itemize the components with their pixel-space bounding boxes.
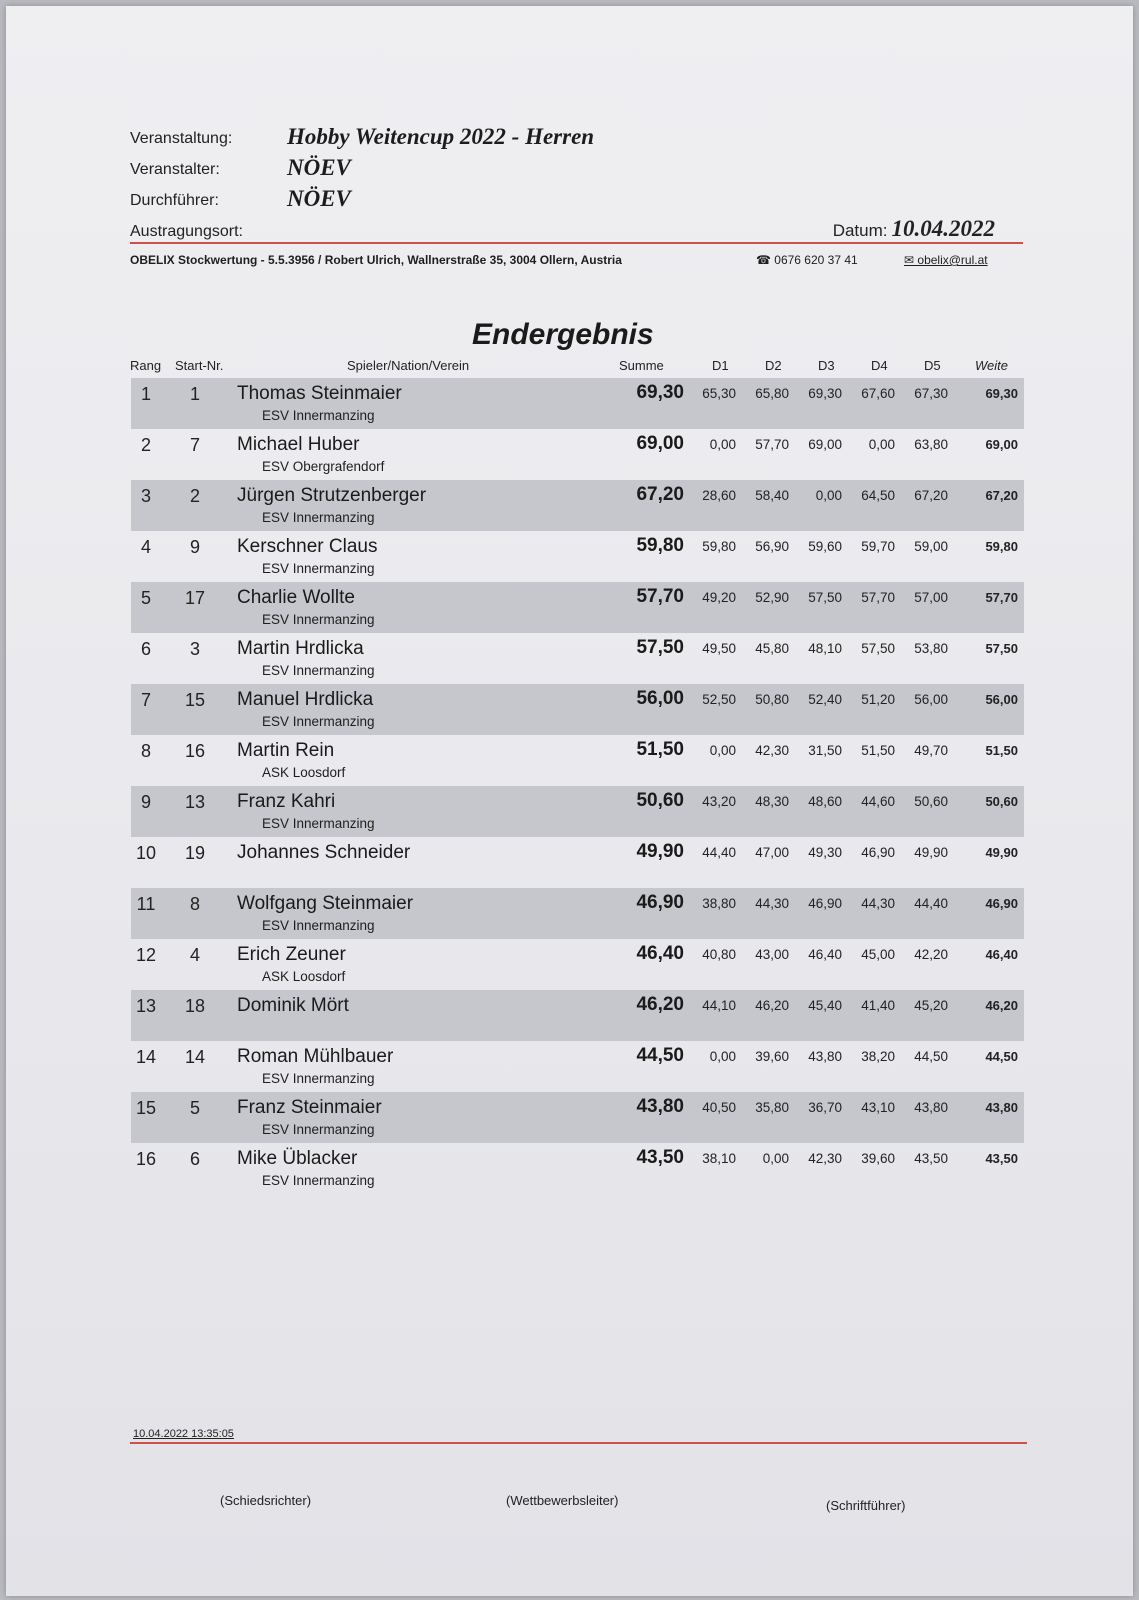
d4: 51,20 bbox=[861, 692, 895, 707]
weite: 69,00 bbox=[985, 437, 1018, 452]
d3: 36,70 bbox=[808, 1100, 842, 1115]
table-row bbox=[131, 531, 1024, 582]
player-name: Wolfgang Steinmaier bbox=[237, 893, 414, 914]
veranstaltung-value: Hobby Weitencup 2022 - Herren bbox=[287, 124, 595, 149]
page-title: Endergebnis bbox=[472, 318, 654, 351]
rang: 10 bbox=[135, 843, 157, 863]
col-d2: D2 bbox=[765, 358, 782, 373]
summe: 56,00 bbox=[636, 688, 684, 709]
d5: 67,30 bbox=[914, 386, 948, 401]
d4: 57,70 bbox=[861, 590, 895, 605]
club-name: ESV Innermanzing bbox=[262, 714, 375, 729]
d1: 49,20 bbox=[702, 590, 736, 605]
signature-wettbewerbsleiter: (Wettbewerbsleiter) bbox=[506, 1493, 619, 1508]
d4: 44,60 bbox=[861, 794, 895, 809]
d5: 56,00 bbox=[914, 692, 948, 707]
player-name: Michael Huber bbox=[237, 434, 360, 455]
d5: 53,80 bbox=[914, 641, 948, 656]
start-nr: 18 bbox=[184, 996, 206, 1016]
d5: 44,40 bbox=[914, 896, 948, 911]
player-name: Franz Steinmaier bbox=[237, 1097, 382, 1118]
start-nr: 7 bbox=[189, 435, 200, 455]
d4: 57,50 bbox=[861, 641, 895, 656]
footer-divider bbox=[130, 1442, 1027, 1444]
club-name: ESV Innermanzing bbox=[262, 918, 375, 933]
d4: 44,30 bbox=[861, 896, 895, 911]
summe: 67,20 bbox=[636, 484, 684, 505]
start-nr: 4 bbox=[189, 945, 200, 965]
veranstalter-value: NÖEV bbox=[287, 155, 351, 180]
table-row bbox=[131, 1143, 1024, 1194]
d1: 40,50 bbox=[702, 1100, 736, 1115]
player-name: Mike Üblacker bbox=[237, 1148, 358, 1169]
club-name: ASK Loosdorf bbox=[262, 969, 346, 984]
club-name: ESV Innermanzing bbox=[262, 612, 375, 627]
d5: 43,50 bbox=[914, 1151, 948, 1166]
rang: 2 bbox=[140, 435, 151, 455]
d2: 58,40 bbox=[755, 488, 789, 503]
table-row bbox=[131, 939, 1024, 990]
summe: 43,80 bbox=[636, 1096, 684, 1117]
summe: 50,60 bbox=[636, 790, 684, 811]
table-row bbox=[131, 378, 1024, 429]
player-name: Johannes Schneider bbox=[237, 842, 411, 863]
club-name: ESV Innermanzing bbox=[262, 1173, 375, 1188]
d2: 57,70 bbox=[755, 437, 789, 452]
start-nr: 19 bbox=[184, 843, 206, 863]
table-row bbox=[131, 582, 1024, 633]
rang: 15 bbox=[135, 1098, 157, 1118]
d4: 67,60 bbox=[861, 386, 895, 401]
d1: 0,00 bbox=[709, 1049, 736, 1064]
summe: 57,70 bbox=[636, 586, 684, 607]
weite: 57,70 bbox=[985, 590, 1018, 605]
player-name: Charlie Wollte bbox=[237, 587, 355, 608]
table-row bbox=[131, 735, 1024, 786]
d2: 52,90 bbox=[755, 590, 789, 605]
d4: 0,00 bbox=[868, 437, 895, 452]
weite: 46,90 bbox=[985, 896, 1018, 911]
rang: 5 bbox=[140, 588, 151, 608]
d4: 38,20 bbox=[861, 1049, 895, 1064]
weite: 43,50 bbox=[985, 1151, 1018, 1166]
d1: 38,10 bbox=[702, 1151, 736, 1166]
rang: 16 bbox=[135, 1149, 157, 1169]
start-nr: 5 bbox=[189, 1098, 200, 1118]
rang: 3 bbox=[140, 486, 151, 506]
d2: 48,30 bbox=[755, 794, 789, 809]
start-nr: 2 bbox=[189, 486, 200, 506]
d3: 48,10 bbox=[808, 641, 842, 656]
club-name: ESV Innermanzing bbox=[262, 510, 375, 525]
d1: 0,00 bbox=[709, 437, 736, 452]
col-d5: D5 bbox=[924, 358, 941, 373]
start-nr: 3 bbox=[189, 639, 200, 659]
d5: 57,00 bbox=[914, 590, 948, 605]
weite: 56,00 bbox=[985, 692, 1018, 707]
rang: 9 bbox=[140, 792, 151, 812]
summe: 46,20 bbox=[636, 994, 684, 1015]
d4: 46,90 bbox=[861, 845, 895, 860]
summe: 44,50 bbox=[636, 1045, 684, 1066]
club-name: ESV Innermanzing bbox=[262, 561, 375, 576]
rang: 7 bbox=[140, 690, 151, 710]
summe: 69,30 bbox=[636, 382, 684, 403]
player-name: Manuel Hrdlicka bbox=[237, 689, 374, 710]
d3: 42,30 bbox=[808, 1151, 842, 1166]
d5: 49,70 bbox=[914, 743, 948, 758]
start-nr: 1 bbox=[189, 384, 200, 404]
result-sheet bbox=[6, 6, 1133, 1596]
d2: 0,00 bbox=[762, 1151, 789, 1166]
summe: 59,80 bbox=[636, 535, 684, 556]
d5: 42,20 bbox=[914, 947, 948, 962]
rang: 13 bbox=[135, 996, 157, 1016]
start-nr: 6 bbox=[189, 1149, 200, 1169]
d4: 41,40 bbox=[861, 998, 895, 1013]
results-table bbox=[131, 378, 1024, 1194]
weite: 46,40 bbox=[985, 947, 1018, 962]
table-row bbox=[131, 888, 1024, 939]
d5: 50,60 bbox=[914, 794, 948, 809]
d2: 45,80 bbox=[755, 641, 789, 656]
d5: 63,80 bbox=[914, 437, 948, 452]
veranstalter-label: Veranstalter: bbox=[130, 161, 220, 178]
start-nr: 9 bbox=[189, 537, 200, 557]
summe: 43,50 bbox=[636, 1147, 684, 1168]
col-start: Start-Nr. bbox=[175, 358, 224, 373]
d2: 39,60 bbox=[755, 1049, 789, 1064]
start-nr: 14 bbox=[184, 1047, 206, 1067]
rang: 1 bbox=[140, 384, 151, 404]
club-name: ESV Innermanzing bbox=[262, 1122, 375, 1137]
start-nr: 13 bbox=[184, 792, 206, 812]
signature-schiedsrichter: (Schiedsrichter) bbox=[220, 1493, 312, 1508]
d1: 40,80 bbox=[702, 947, 736, 962]
player-name: Jürgen Strutzenberger bbox=[237, 485, 427, 506]
table-row bbox=[131, 480, 1024, 531]
d3: 69,30 bbox=[808, 386, 842, 401]
d1: 0,00 bbox=[709, 743, 736, 758]
d2: 56,90 bbox=[755, 539, 789, 554]
d3: 48,60 bbox=[808, 794, 842, 809]
d3: 43,80 bbox=[808, 1049, 842, 1064]
d4: 45,00 bbox=[861, 947, 895, 962]
club-name: ESV Innermanzing bbox=[262, 663, 375, 678]
d5: 44,50 bbox=[914, 1049, 948, 1064]
d2: 65,80 bbox=[755, 386, 789, 401]
d3: 46,90 bbox=[808, 896, 842, 911]
d2: 47,00 bbox=[755, 845, 789, 860]
datum bbox=[833, 216, 995, 242]
start-nr: 17 bbox=[184, 588, 206, 608]
player-name: Franz Kahri bbox=[237, 791, 336, 812]
d2: 35,80 bbox=[755, 1100, 789, 1115]
weite: 49,90 bbox=[985, 845, 1018, 860]
player-name: Roman Mühlbauer bbox=[237, 1046, 394, 1067]
player-name: Thomas Steinmaier bbox=[237, 383, 402, 404]
col-summe: Summe bbox=[619, 358, 664, 373]
d3: 69,00 bbox=[808, 437, 842, 452]
start-nr: 15 bbox=[184, 690, 206, 710]
summe: 46,40 bbox=[636, 943, 684, 964]
rang: 12 bbox=[135, 945, 157, 965]
d4: 51,50 bbox=[861, 743, 895, 758]
weite: 43,80 bbox=[985, 1100, 1018, 1115]
col-d4: D4 bbox=[871, 358, 888, 373]
austragungsort-label: Austragungsort: bbox=[130, 223, 243, 240]
player-name: Dominik Mört bbox=[237, 995, 349, 1016]
d1: 65,30 bbox=[702, 386, 736, 401]
d1: 44,40 bbox=[702, 845, 736, 860]
rang: 14 bbox=[135, 1047, 157, 1067]
table-row bbox=[131, 990, 1024, 1041]
club-name: ESV Innermanzing bbox=[262, 408, 375, 423]
datum-label: Datum: bbox=[832, 221, 888, 240]
weite: 50,60 bbox=[985, 794, 1018, 809]
club-name: ESV Obergrafendorf bbox=[262, 459, 385, 474]
d1: 28,60 bbox=[702, 488, 736, 503]
table-row bbox=[131, 1041, 1024, 1092]
weite: 59,80 bbox=[985, 539, 1018, 554]
signature-schriftfuehrer: (Schriftführer) bbox=[826, 1498, 906, 1513]
d5: 43,80 bbox=[914, 1100, 948, 1115]
d4: 59,70 bbox=[861, 539, 895, 554]
d1: 49,50 bbox=[702, 641, 736, 656]
player-name: Martin Rein bbox=[237, 740, 335, 761]
d2: 43,00 bbox=[755, 947, 789, 962]
d1: 59,80 bbox=[702, 539, 736, 554]
col-weite: Weite bbox=[975, 358, 1008, 373]
print-timestamp: 10.04.2022 13:35:05 bbox=[133, 1428, 234, 1440]
d4: 39,60 bbox=[861, 1151, 895, 1166]
d2: 46,20 bbox=[755, 998, 789, 1013]
d2: 42,30 bbox=[755, 743, 789, 758]
table-row bbox=[131, 1092, 1024, 1143]
durchfuehrer-label: Durchführer: bbox=[130, 192, 219, 209]
summe: 57,50 bbox=[636, 637, 684, 658]
col-d3: D3 bbox=[818, 358, 835, 373]
d5: 45,20 bbox=[914, 998, 948, 1013]
player-name: Erich Zeuner bbox=[237, 944, 346, 965]
phone-number: ☎ 0676 620 37 41 bbox=[756, 253, 858, 267]
durchfuehrer-value: NÖEV bbox=[287, 186, 351, 211]
d5: 67,20 bbox=[914, 488, 948, 503]
d2: 50,80 bbox=[755, 692, 789, 707]
club-name: ESV Innermanzing bbox=[262, 816, 375, 831]
table-row bbox=[131, 633, 1024, 684]
email-link[interactable]: ✉ obelix@rul.at bbox=[904, 253, 988, 267]
col-d1: D1 bbox=[712, 358, 729, 373]
d4: 64,50 bbox=[861, 488, 895, 503]
start-nr: 16 bbox=[184, 741, 206, 761]
weite: 46,20 bbox=[985, 998, 1018, 1013]
d4: 43,10 bbox=[861, 1100, 895, 1115]
summe: 49,90 bbox=[636, 841, 684, 862]
rang: 4 bbox=[140, 537, 151, 557]
weite: 44,50 bbox=[985, 1049, 1018, 1064]
start-nr: 8 bbox=[189, 894, 200, 914]
datum-value: 10.04.2022 bbox=[891, 216, 995, 241]
d3: 52,40 bbox=[808, 692, 842, 707]
d3: 49,30 bbox=[808, 845, 842, 860]
d3: 59,60 bbox=[808, 539, 842, 554]
summe: 46,90 bbox=[636, 892, 684, 913]
table-row bbox=[131, 786, 1024, 837]
d1: 52,50 bbox=[702, 692, 736, 707]
rang: 8 bbox=[140, 741, 151, 761]
col-rang: Rang bbox=[130, 358, 162, 373]
header-divider bbox=[130, 242, 1023, 244]
rang: 11 bbox=[136, 894, 156, 914]
club-name: ASK Loosdorf bbox=[262, 765, 346, 780]
d3: 46,40 bbox=[808, 947, 842, 962]
software-line: OBELIX Stockwertung - 5.5.3956 / Robert Ulrich, Wallnerstraße 35, 3004 Ollern, Austria bbox=[130, 253, 622, 267]
d1: 44,10 bbox=[702, 998, 736, 1013]
d3: 0,00 bbox=[815, 488, 842, 503]
table-row bbox=[131, 429, 1024, 480]
club-name: ESV Innermanzing bbox=[262, 1071, 375, 1086]
d3: 45,40 bbox=[808, 998, 842, 1013]
summe: 51,50 bbox=[636, 739, 684, 760]
weite: 69,30 bbox=[985, 386, 1018, 401]
col-spieler: Spieler/Nation/Verein bbox=[347, 358, 470, 373]
d3: 31,50 bbox=[808, 743, 842, 758]
d5: 49,90 bbox=[914, 845, 948, 860]
weite: 51,50 bbox=[985, 743, 1018, 758]
table-row bbox=[131, 837, 1024, 888]
summe: 69,00 bbox=[636, 433, 684, 454]
d2: 44,30 bbox=[755, 896, 789, 911]
table-row bbox=[131, 684, 1024, 735]
d3: 57,50 bbox=[808, 590, 842, 605]
weite: 57,50 bbox=[985, 641, 1018, 656]
veranstaltung-label: Veranstaltung: bbox=[130, 130, 233, 147]
d5: 59,00 bbox=[914, 539, 948, 554]
d1: 38,80 bbox=[702, 896, 736, 911]
d1: 43,20 bbox=[702, 794, 736, 809]
player-name: Kerschner Claus bbox=[237, 536, 378, 557]
player-name: Martin Hrdlicka bbox=[237, 638, 364, 659]
rang: 6 bbox=[140, 639, 151, 659]
weite: 67,20 bbox=[985, 488, 1018, 503]
